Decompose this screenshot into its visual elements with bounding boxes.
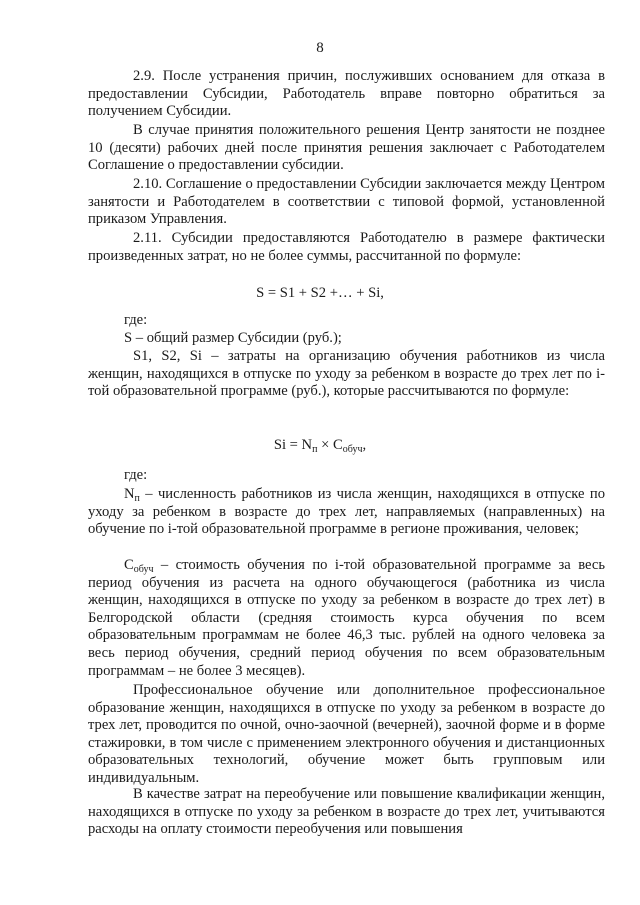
- where-label-2: где:: [124, 467, 148, 483]
- definition-n-text: – численность работников из числа женщин, находящихся в отпуске по уходу за ребенком в возрасте до трех лет, направляемых (направленных) на обучение по i-той образовательной программе в регионе проживания, человек;: [88, 486, 605, 538]
- paragraph-training-forms: Профессиональное обучение или дополнительное профессиональное образование женщин, находящихся в отпуске по уходу за ребенком в возрасте до трех лет, проводится по очной, очно-заочной (вечерней), заочной форме и в форме стажировки, в том числе с применением электронного обучения и дистанционных образовательных технологий, обучение может быть групповым или индивидуальным.: [88, 682, 605, 786]
- formula-si-end: ,: [362, 437, 367, 453]
- paragraph-decision: В случае принятия положительного решения Центр занятости не позднее 10 (десяти) рабочих дней после принятия решения заключает с Работодателем Соглашение о предоставлении субсидии.: [88, 122, 605, 174]
- formula-si: [0, 437, 640, 454]
- formula-si-sub-n: п: [312, 444, 318, 455]
- definition-c-text: – стоимость обучения по i-той образовательной программе за весь период обучения из расчета на одного обучающегося (работника из числа женщин, находящихся в отпуске по уходу за ребенком в возрасте до трех лет) в Белгородской области (средняя стоимость курса обучения по всем образовательным программам не более 46,3 тыс. рублей на одного человека за весь период обучения, средний период обучения по всем образовательным программам – не более 3 месяцев).: [88, 557, 605, 679]
- definition-c: [88, 557, 605, 680]
- formula-si-mid: × С: [317, 437, 343, 453]
- definition-si: S1, S2, Si – затраты на организацию обучения работников из числа женщин, находящихся в отпуске по уходу за ребенком в возрасте до трех лет по i-той образовательной программе (руб.), которые рассчитываются по формуле:: [88, 348, 605, 400]
- definition-n-sub: п: [134, 493, 140, 504]
- definition-n-symbol: N: [124, 486, 135, 502]
- paragraph-2-9: 2.9. После устранения причин, послуживших основанием для отказа в предоставлении Субсидии, Работодатель вправе повторно обратиться за получением Субсидии.: [88, 68, 605, 120]
- paragraph-2-11: 2.11. Субсидии предоставляются Работодателю в размере фактически произведенных затрат, но не более суммы, рассчитанной по формуле:: [88, 230, 605, 264]
- definition-c-symbol: С: [124, 557, 134, 573]
- formula-sum: S = S1 + S2 +… + Si,: [256, 285, 384, 301]
- paragraph-2-10: 2.10. Соглашение о предоставлении Субсидии заключается между Центром занятости и Работодателем в соответствии с типовой формой, установленной приказом Управления.: [88, 176, 605, 228]
- definition-n: [88, 486, 605, 539]
- where-label-1: где:: [124, 312, 148, 328]
- paragraph-costs: В качестве затрат на переобучение или повышение квалификации женщин, находящихся в отпуске по уходу за ребенком в возрасте до трех лет, учитываются расходы на оплату стоимости переобучения или повышения: [88, 786, 605, 838]
- definition-s: S – общий размер Субсидии (руб.);: [124, 330, 342, 346]
- formula-si-sub-c: обуч: [342, 444, 363, 455]
- formula-si-lhs: Si = N: [273, 437, 313, 453]
- page-number: 8: [316, 40, 324, 56]
- definition-c-sub: обуч: [133, 564, 154, 575]
